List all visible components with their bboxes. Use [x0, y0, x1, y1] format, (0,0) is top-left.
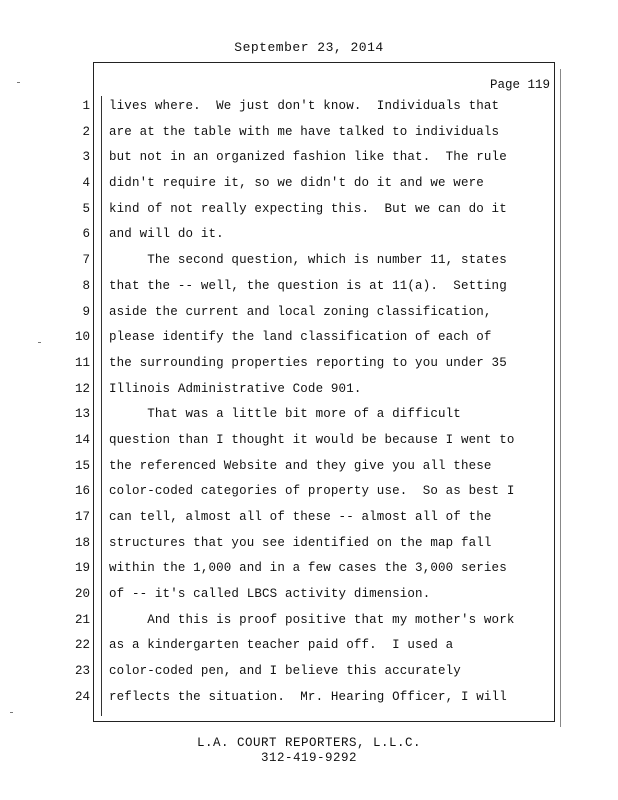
line-number: 23 — [74, 664, 90, 679]
line-number: 4 — [82, 176, 90, 191]
transcript-line: can tell, almost all of these -- almost all of the — [109, 510, 492, 524]
line-number: 14 — [74, 432, 90, 447]
transcript-line: that the -- well, the question is at 11(a). Setting — [109, 278, 507, 293]
transcript-line: question than I thought it would be because I went to — [109, 432, 515, 447]
line-number: 24 — [74, 689, 90, 704]
line-number-column — [62, 98, 90, 715]
transcript-line: but not in an organized fashion like that. The rule — [109, 150, 507, 165]
transcript-line: kind of not really expecting this. But we can do it — [109, 201, 507, 216]
line-number: 3 — [82, 150, 90, 165]
transcript-line: The second question, which is number 11, states — [109, 253, 507, 268]
transcript-line: Illinois Administrative Code 901. — [109, 381, 362, 396]
line-number: 9 — [82, 304, 90, 319]
court-reporter-name: L.A. COURT REPORTERS, L.L.C. — [196, 736, 422, 750]
transcript-line: lives where. We just don't know. Individuals that — [109, 99, 500, 113]
transcript-line: the referenced Website and they give you all these — [109, 458, 492, 473]
transcript-line: That was a little bit more of a difficult — [109, 407, 461, 422]
line-number: 21 — [74, 612, 90, 627]
transcript-line: aside the current and local zoning classification, — [109, 304, 492, 319]
transcript-line: And this is proof positive that my mother's work — [109, 612, 515, 627]
transcript-line: as a kindergarten teacher paid off. I used a — [109, 638, 454, 653]
transcript-line: didn't require it, so we didn't do it and we were — [109, 176, 484, 191]
line-number: 6 — [82, 227, 90, 242]
line-number: 18 — [74, 535, 90, 550]
line-number: 16 — [74, 484, 90, 499]
line-number: 19 — [74, 561, 90, 576]
page-footer — [0, 736, 618, 766]
line-number-divider — [101, 96, 102, 716]
line-number: 5 — [82, 201, 90, 216]
line-number: 7 — [82, 253, 90, 268]
transcript-date: September 23, 2014 — [234, 40, 384, 55]
transcript-line: please identify the land classification of each of — [109, 330, 492, 345]
line-number: 12 — [74, 381, 90, 396]
scan-mark — [10, 712, 13, 713]
line-number: 11 — [74, 355, 90, 370]
transcript-line: the surrounding properties reporting to you under 35 — [109, 355, 507, 370]
transcript-line: and will do it. — [109, 227, 224, 242]
transcript-line: color-coded categories of property use. So as best I — [109, 484, 515, 499]
line-number: 20 — [74, 587, 90, 602]
page-number: Page 119 — [489, 78, 550, 92]
line-number: 2 — [82, 124, 90, 139]
scan-mark — [38, 342, 41, 343]
transcript-line: of -- it's called LBCS activity dimension. — [109, 587, 431, 602]
scan-mark — [17, 82, 20, 83]
line-number: 13 — [74, 407, 90, 422]
transcript-line: reflects the situation. Mr. Hearing Officer, I will — [109, 689, 507, 704]
transcript-line: are at the table with me have talked to individuals — [109, 124, 500, 139]
transcript-line: color-coded pen, and I believe this accurately — [109, 664, 461, 679]
transcript-line: within the 1,000 and in a few cases the 3,000 series — [109, 561, 507, 576]
line-number: 10 — [74, 330, 90, 345]
line-number: 17 — [74, 510, 90, 524]
line-number: 1 — [82, 99, 90, 113]
line-number: 15 — [74, 458, 90, 473]
transcript-line: structures that you see identified on the map fall — [109, 535, 492, 550]
line-number: 8 — [82, 278, 90, 293]
transcript-body — [109, 98, 549, 715]
court-reporter-phone: 312-419-9292 — [260, 751, 357, 765]
line-number: 22 — [74, 638, 90, 653]
